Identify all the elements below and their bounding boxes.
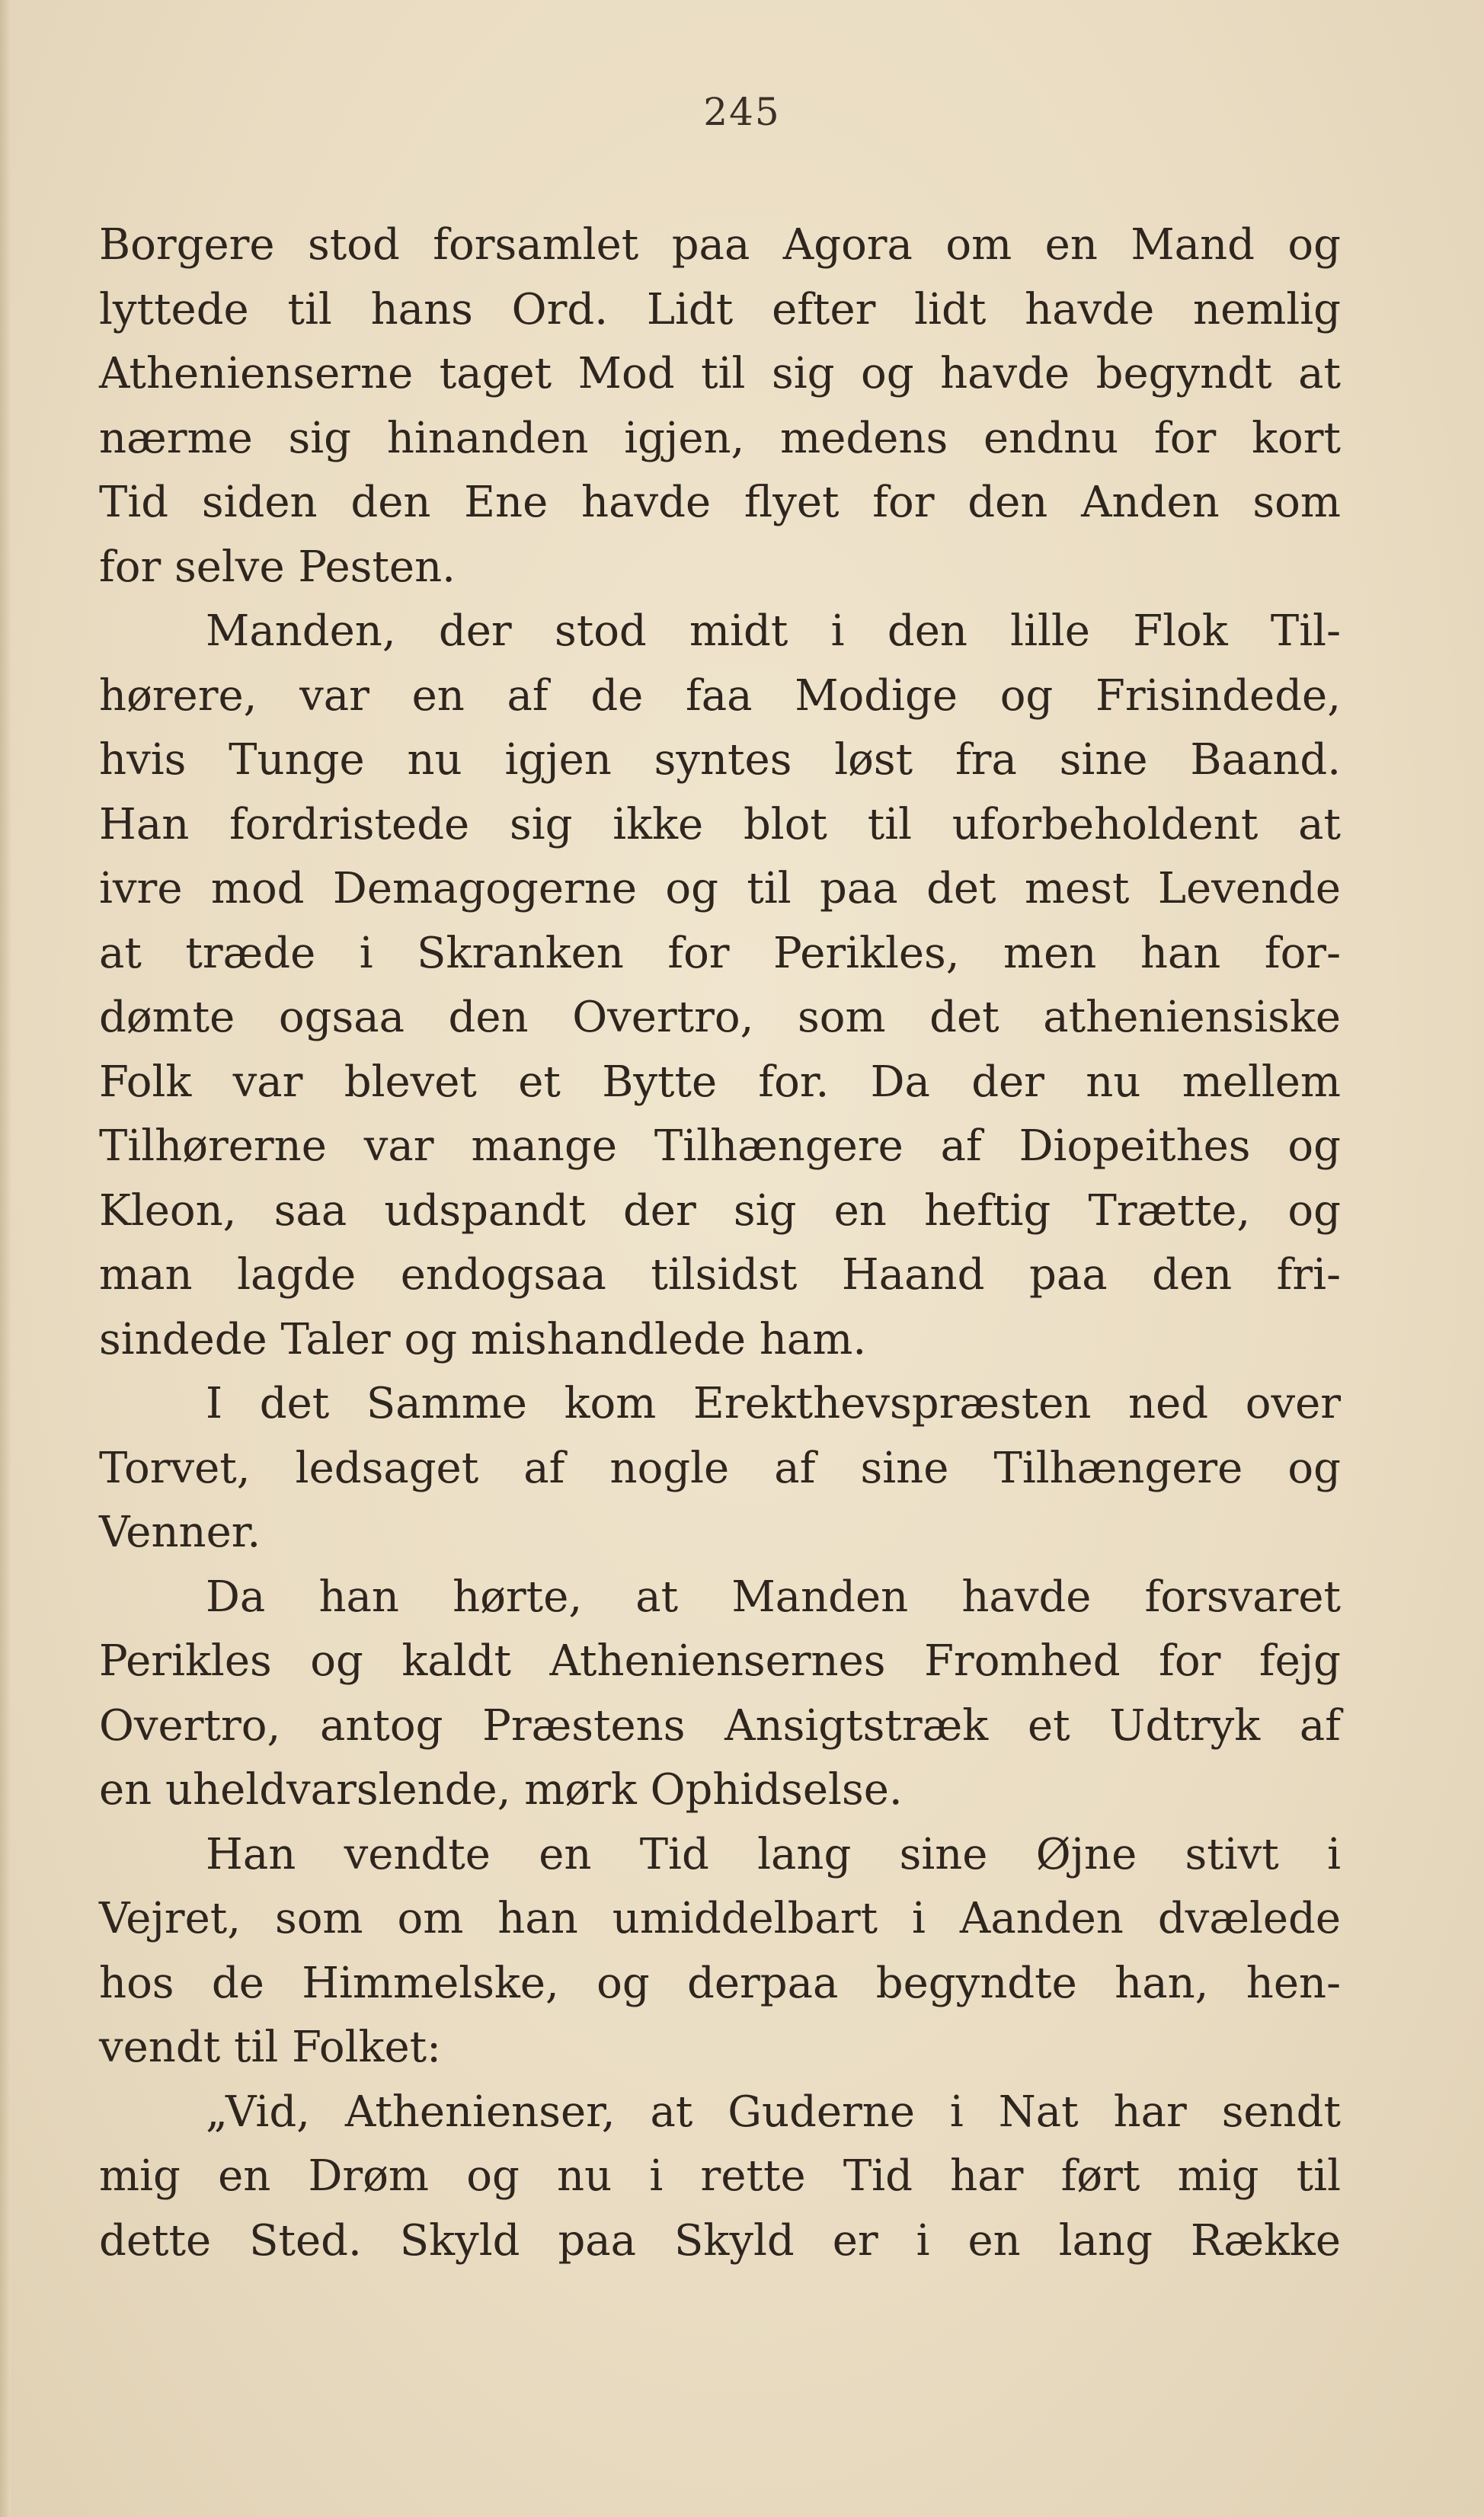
text-line: Folk var blevet et Bytte for. Da der nu mellem <box>99 1057 1341 1107</box>
page-number: 245 <box>703 90 781 134</box>
text-line: I det Samme kom Erekthevspræsten ned over <box>206 1379 1341 1428</box>
text-line: hørere, var en af de faa Modige og Frisindede, <box>99 670 1341 721</box>
text-line: dømte ogsaa den Overtro, som det atheniensiske <box>99 993 1341 1042</box>
text-line: Perikles og kaldt Atheniensernes Fromhed for fejg <box>99 1636 1341 1686</box>
text-line: Torvet, ledsaget af nogle af sine Tilhængere og <box>99 1443 1341 1493</box>
text-line: vendt til Folket: <box>99 2023 441 2072</box>
body-text <box>99 213 1341 2273</box>
text-line: Da han hørte, at Manden havde forsvaret <box>206 1572 1341 1622</box>
text-line: hos de Himmelske, og derpaa begyndte han, hen- <box>99 1958 1341 2008</box>
text-line: lyttede til hans Ord. Lidt efter lidt havde nemlig <box>99 284 1341 334</box>
text-line: ivre mod Demagogerne og til paa det mest Levende <box>99 864 1341 913</box>
text-line: Tid siden den Ene havde flyet for den Anden som <box>99 478 1341 527</box>
text-line: „Vid, Athenienser, at Guderne i Nat har sendt <box>206 2087 1341 2137</box>
text-line: Venner. <box>99 1508 261 1557</box>
text-line: Han vendte en Tid lang sine Øjne stivt i <box>206 1829 1341 1879</box>
text-line: at træde i Skranken for Perikles, men han for- <box>99 928 1341 978</box>
text-line: Kleon, saa udspandt der sig en heftig Trætte, og <box>99 1185 1341 1236</box>
text-line: Overtro, antog Præstens Ansigtstræk et Udtryk af <box>99 1700 1341 1751</box>
text-line: Athenienserne taget Mod til sig og havde begyndt at <box>99 349 1341 398</box>
text-line: Vejret, som om han umiddelbart i Aanden dvælede <box>99 1894 1341 1943</box>
text-line: sindede Taler og mishandlede ham. <box>99 1314 867 1364</box>
text-line: Manden, der stod midt i den lille Flok Til- <box>206 606 1341 656</box>
text-line: nærme sig hinanden igjen, medens endnu for kort <box>99 413 1341 463</box>
text-line: mig en Drøm og nu i rette Tid har ført mig til <box>99 2151 1341 2201</box>
page-gutter-edge <box>0 0 11 2517</box>
text-line: Han fordristede sig ikke blot til uforbeholdent at <box>99 799 1341 849</box>
text-line: Borgere stod forsamlet paa Agora om en Mand og <box>99 220 1341 270</box>
text-line: Tilhørerne var mange Tilhængere af Diopeithes og <box>99 1121 1341 1171</box>
text-line: en uheldvarslende, mørk Ophidselse. <box>99 1765 903 1815</box>
text-line: for selve Pesten. <box>99 542 456 592</box>
text-line: dette Sted. Skyld paa Skyld er i en lang Række <box>99 2215 1341 2266</box>
text-line: hvis Tunge nu igjen syntes løst fra sine Baand. <box>99 735 1341 785</box>
text-line: man lagde endogsaa tilsidst Haand paa den fri- <box>99 1250 1341 1300</box>
